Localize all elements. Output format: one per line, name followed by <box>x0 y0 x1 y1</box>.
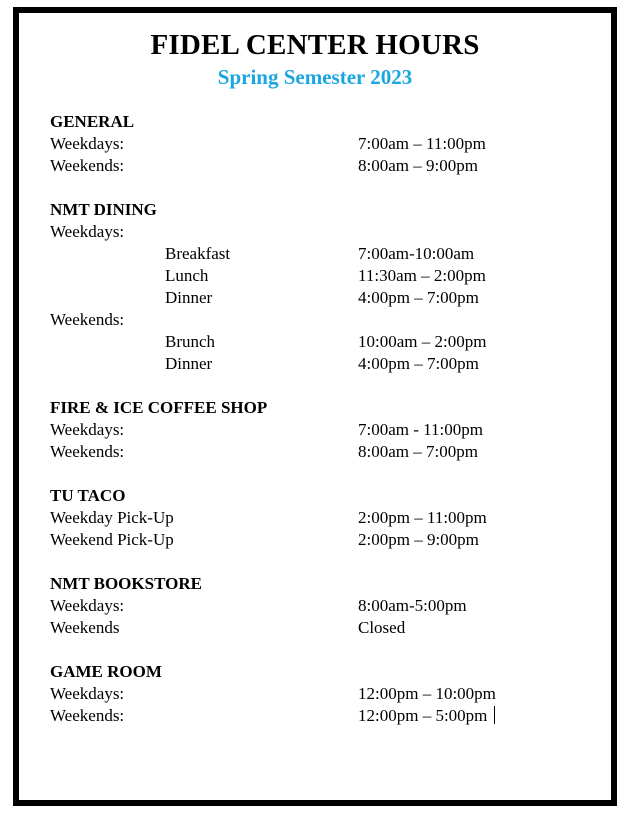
hours-row <box>50 309 590 331</box>
row-value: 8:00am – 7:00pm <box>358 442 478 461</box>
row-label: Weekends: <box>50 706 125 725</box>
section-heading: GENERAL <box>50 112 135 131</box>
row-label: Weekdays: <box>50 596 125 615</box>
row-label: Weekdays: <box>50 420 125 439</box>
row-value: 2:00pm – 9:00pm <box>358 530 479 549</box>
meal-label: Breakfast <box>165 244 231 263</box>
page-subtitle: Spring Semester 2023 <box>217 65 413 89</box>
meal-row <box>50 331 590 353</box>
section-tu-taco <box>50 485 590 551</box>
meal-label: Dinner <box>165 288 213 307</box>
document-frame <box>13 7 617 806</box>
hours-row <box>50 617 590 639</box>
hours-row <box>50 133 590 155</box>
hours-row <box>50 595 590 617</box>
hours-row <box>50 507 590 529</box>
row-label: Weekdays: <box>50 134 125 153</box>
hours-row <box>50 705 590 727</box>
meal-row <box>50 243 590 265</box>
text-cursor-icon <box>494 706 495 724</box>
row-value-with-cursor <box>358 705 495 727</box>
row-label: Weekdays: <box>50 222 125 241</box>
section-fire-ice-coffee-shop <box>50 397 590 463</box>
hours-content <box>50 111 590 749</box>
meal-row <box>50 265 590 287</box>
row-label: Weekends: <box>50 442 125 461</box>
hours-row <box>50 155 590 177</box>
row-value: 7:00am – 11:00pm <box>358 134 486 153</box>
page-title: FIDEL CENTER HOURS <box>150 29 480 61</box>
hours-row <box>50 419 590 441</box>
row-label: Weekday Pick-Up <box>50 508 174 527</box>
meal-value: 7:00am-10:00am <box>358 244 475 263</box>
row-label: Weekend Pick-Up <box>50 530 174 549</box>
meal-label: Dinner <box>165 354 213 373</box>
hours-row <box>50 529 590 551</box>
section-heading: FIRE & ICE COFFEE SHOP <box>50 398 268 417</box>
row-value: 8:00am – 9:00pm <box>358 156 478 175</box>
hours-row <box>50 683 590 705</box>
row-value: 12:00pm – 10:00pm <box>358 684 496 703</box>
meal-row <box>50 287 590 309</box>
row-value: 8:00am-5:00pm <box>358 596 467 615</box>
row-value: Closed <box>358 618 406 637</box>
section-game-room <box>50 661 590 727</box>
hours-row <box>50 221 590 243</box>
row-label: Weekends <box>50 618 120 637</box>
meal-value: 4:00pm – 7:00pm <box>358 288 479 307</box>
section-heading: GAME ROOM <box>50 662 162 681</box>
row-value: 2:00pm – 11:00pm <box>358 508 487 527</box>
meal-row <box>50 353 590 375</box>
row-label: Weekdays: <box>50 684 125 703</box>
row-value: 7:00am - 11:00pm <box>358 420 483 439</box>
section-general <box>50 111 590 177</box>
meal-value: 4:00pm – 7:00pm <box>358 354 479 373</box>
row-label: Weekends: <box>50 310 125 329</box>
meal-value: 10:00am – 2:00pm <box>358 332 487 351</box>
section-heading: NMT DINING <box>50 200 157 219</box>
row-value: 12:00pm – 5:00pm <box>358 706 488 725</box>
meal-value: 11:30am – 2:00pm <box>358 266 486 285</box>
meal-label: Brunch <box>165 332 216 351</box>
section-nmt-bookstore <box>50 573 590 639</box>
section-nmt-dining <box>50 199 590 375</box>
section-heading: TU TACO <box>50 486 126 505</box>
hours-row <box>50 441 590 463</box>
meal-label: Lunch <box>165 266 209 285</box>
row-label: Weekends: <box>50 156 125 175</box>
section-heading: NMT BOOKSTORE <box>50 574 202 593</box>
